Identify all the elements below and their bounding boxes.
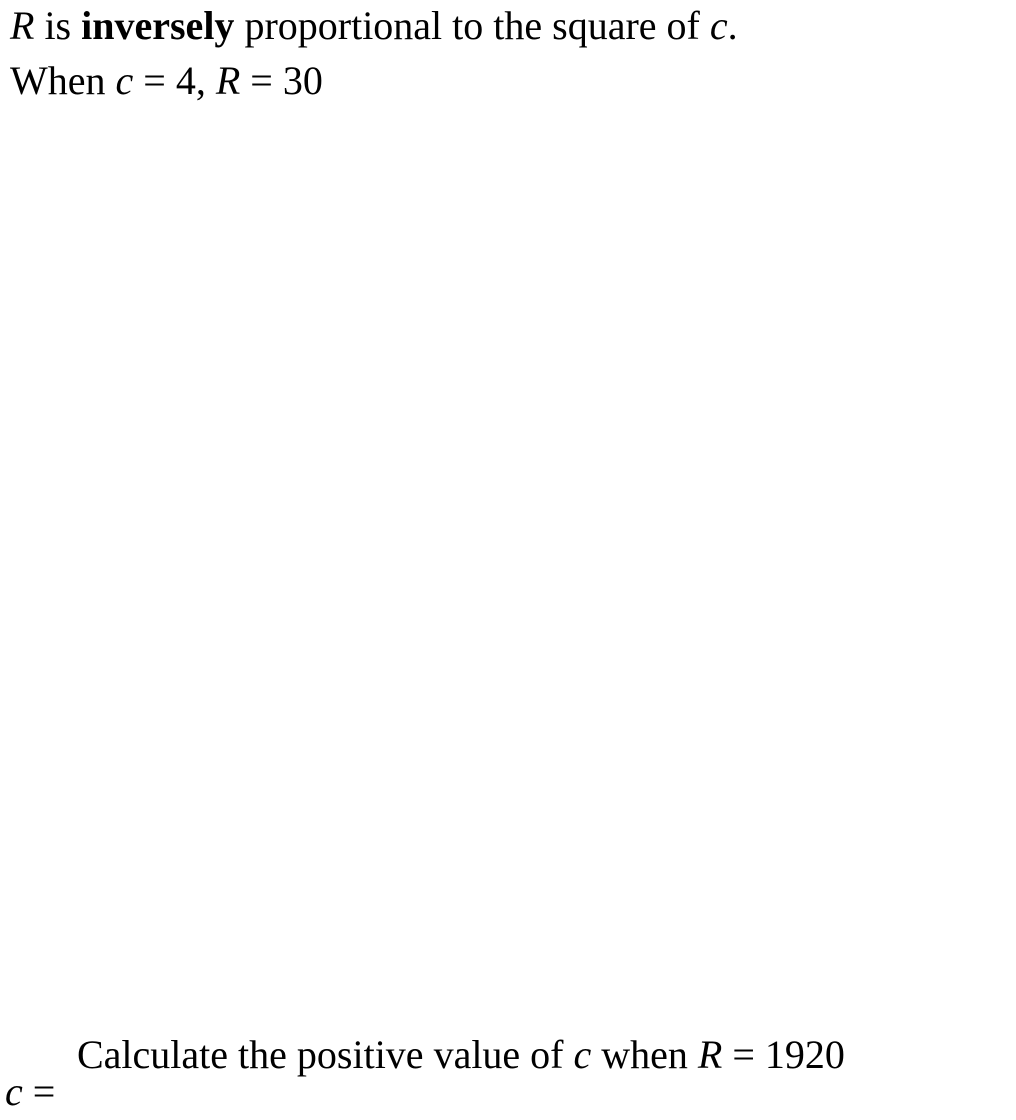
inversely-emphasis: inversely	[81, 3, 235, 48]
statement-text: When	[10, 58, 116, 103]
variable-R: R	[697, 1032, 723, 1077]
statement-text: = 30	[240, 58, 323, 103]
question-middle: when	[591, 1032, 698, 1077]
statement-line-2	[10, 53, 738, 108]
question-prefix: Calculate the positive value of	[77, 1032, 574, 1077]
statement-line-1	[10, 0, 738, 53]
statement-text: = 4,	[133, 58, 216, 103]
answer-equals: =	[22, 1069, 56, 1114]
statement-text: .	[727, 3, 738, 48]
question-value: = 1920	[722, 1032, 845, 1077]
variable-c: c	[709, 3, 728, 48]
question-text	[77, 1027, 845, 1082]
statement-text: is	[34, 3, 82, 48]
variable-c: c	[5, 1069, 23, 1114]
answer-prompt	[5, 1064, 55, 1119]
variable-c: c	[115, 58, 134, 103]
variable-R: R	[215, 58, 241, 103]
variable-c: c	[573, 1032, 592, 1077]
problem-statement	[10, 0, 738, 108]
variable-R: R	[10, 3, 35, 48]
statement-text: proportional to the square of	[234, 3, 710, 48]
